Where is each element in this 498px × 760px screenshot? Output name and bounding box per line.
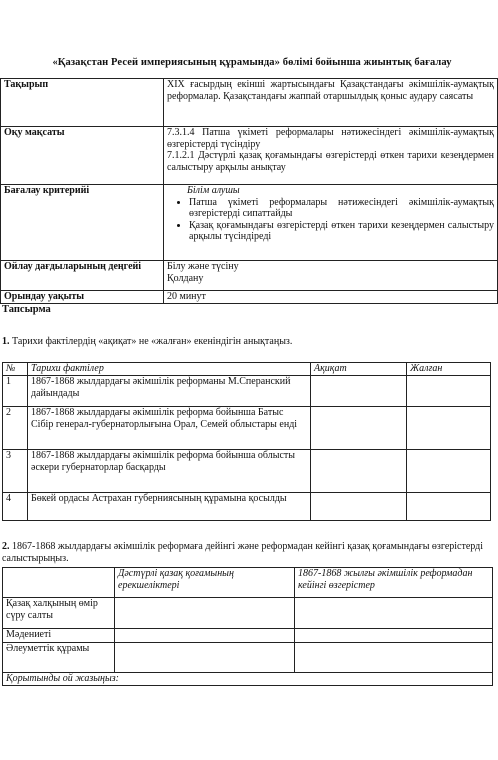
row-fact: 1867-1868 жылдардағы әкімшілік реформа бойынша облысты әскери губернаторлар басқарды [28, 450, 311, 493]
criteria-row [1, 185, 498, 261]
row-number: 2 [3, 407, 28, 450]
question-2-number: 2. [2, 541, 10, 552]
goal-value [164, 127, 498, 185]
topic-row [1, 79, 498, 127]
row-number: 1 [3, 376, 28, 407]
table-row [3, 450, 491, 493]
criteria-item-2: • Қазақ қоғамындағы өзгерістерді өткен тарихи кезеңдермен салыстыру арқылы түсіндіреді [189, 220, 494, 243]
col-false: Жалған [407, 363, 491, 376]
thinking-row [1, 261, 498, 291]
col-traditional: Дәстүрлі қазақ қоғамының ерекшеліктері [115, 568, 295, 598]
time-row [1, 291, 498, 304]
thinking-label: Ойлау дағдыларының деңгейі [1, 261, 164, 291]
false-answer-cell[interactable] [407, 493, 491, 521]
topic-value: XIX ғасырдың екінші жартысындағы Қазақстандағы әкімшілік-аумақтық реформалар. Қазақстандағы жаппай отаршылдық қоныс аудару саясаты [164, 79, 498, 127]
false-answer-cell[interactable] [407, 376, 491, 407]
table-row [3, 493, 491, 521]
goal-label: Оқу мақсаты [1, 127, 164, 185]
question-1-number: 1. [2, 336, 10, 347]
row-label: Қазақ халқының өмір сүру салты [3, 598, 115, 629]
table-row [3, 407, 491, 450]
question-2-text: 1867-1868 жылдардағы әкімшілік реформаға дейінгі және реформадан кейінгі қазақ қоғамындағы өзгерістерді салыстырыңыз. [2, 541, 484, 564]
col-true: Ақиқат [311, 363, 407, 376]
col-facts: Тарихи фактілер [28, 363, 311, 376]
criteria-intro: Білім алушы [187, 185, 240, 196]
goal-2: 7.1.2.1 Дәстүрлі қазақ қоғамындағы өзгерістерді өткен тарихи кезеңдермен салыстыру арқылы анықтау [167, 150, 494, 173]
after-reform-answer-cell[interactable] [295, 598, 493, 629]
true-answer-cell[interactable] [311, 493, 407, 521]
col-number: № [3, 363, 28, 376]
col-after-reform: 1867-1868 жылғы әкімшілік реформадан кейінгі өзгерістер [295, 568, 493, 598]
table-row [3, 598, 493, 629]
page-title: «Қазақстан Ресей империясының құрамында» бөлімі бойынша жиынтық бағалау [52, 57, 452, 68]
row-label: Мәдениеті [3, 629, 115, 643]
true-false-table [2, 362, 491, 521]
after-reform-answer-cell[interactable] [295, 629, 493, 643]
time-label: Орындау уақыты [1, 291, 164, 304]
assessment-info-table [0, 78, 498, 304]
criteria-list [167, 197, 494, 243]
criteria-label: Бағалау критерийі [1, 185, 164, 261]
topic-label: Тақырып [1, 79, 164, 127]
after-reform-answer-cell[interactable] [295, 643, 493, 673]
table-row [3, 629, 493, 643]
criteria-value [164, 185, 498, 261]
thinking-level-1: Білу және түсіну [167, 261, 239, 272]
conclusion-row [3, 673, 493, 686]
true-false-header [3, 363, 491, 376]
row-number: 3 [3, 450, 28, 493]
traditional-answer-cell[interactable] [115, 629, 295, 643]
col-empty [3, 568, 115, 598]
table-row [3, 643, 493, 673]
comparison-header [3, 568, 493, 598]
row-number: 4 [3, 493, 28, 521]
criteria-item-1: • Патша үкіметі реформалары нәтижесіндегі әкімшілік-аумақтық өзгерістерді сипаттайды [189, 197, 494, 220]
traditional-answer-cell[interactable] [115, 598, 295, 629]
true-answer-cell[interactable] [311, 407, 407, 450]
task-heading: Тапсырма [2, 304, 51, 315]
true-answer-cell[interactable] [311, 450, 407, 493]
row-fact: 1867-1868 жылдардағы әкімшілік реформа бойынша Батыс Сібір генерал-губернаторлығына Орал, Семей облыстары енді [28, 407, 311, 450]
comparison-table [2, 567, 493, 686]
traditional-answer-cell[interactable] [115, 643, 295, 673]
row-label: Әлеуметтік құрамы [3, 643, 115, 673]
true-answer-cell[interactable] [311, 376, 407, 407]
question-2 [2, 541, 492, 564]
question-1-text: Тарихи фактілердің «ақиқат» не «жалған» екеніндігін анықтаңыз. [12, 336, 293, 347]
false-answer-cell[interactable] [407, 407, 491, 450]
goal-row [1, 127, 498, 185]
row-fact: Бөкей ордасы Астрахан губерниясының құрамына қосылды [28, 493, 311, 521]
conclusion-prompt[interactable]: Қорытынды ой жазыңыз: [3, 673, 493, 686]
thinking-level-2: Қолдану [167, 272, 204, 284]
row-fact: 1867-1868 жылдардағы әкімшілік реформаны М.Сперанский дайындады [28, 376, 311, 407]
question-1 [2, 336, 292, 347]
false-answer-cell[interactable] [407, 450, 491, 493]
goal-1: 7.3.1.4 Патша үкіметі реформалары нәтижесіндегі әкімшілік-аумақтық өзгерістерді түсіндіру [167, 127, 494, 150]
table-row [3, 376, 491, 407]
time-value: 20 минут [164, 291, 498, 304]
thinking-value [164, 261, 498, 291]
